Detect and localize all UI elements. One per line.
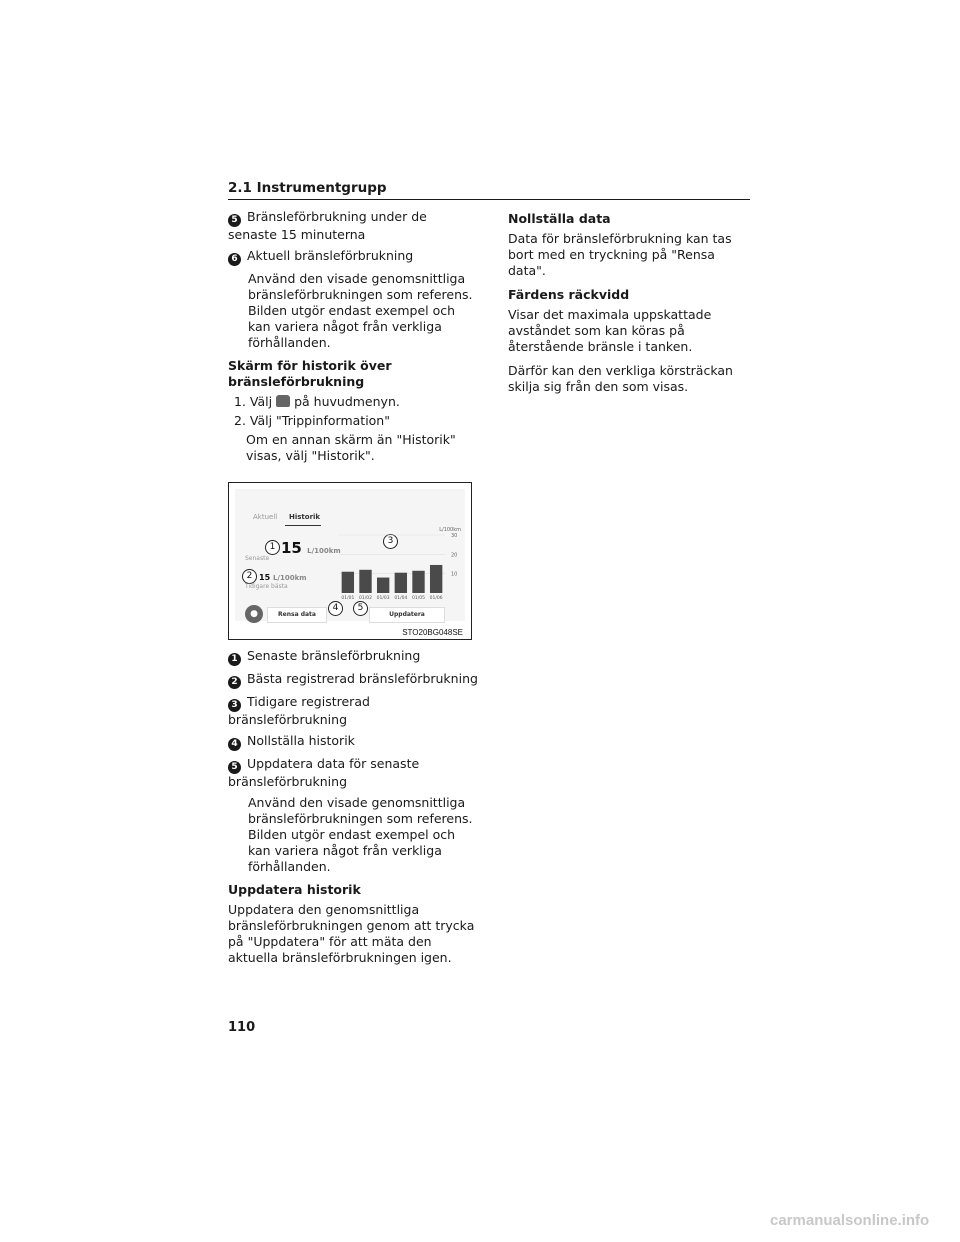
number-badge: 3 — [228, 699, 241, 712]
legend-item-2 — [228, 671, 478, 689]
best-value — [259, 573, 307, 582]
best-label: Tidigare bästa — [245, 583, 288, 590]
step-text: på huvudmenyn. — [294, 394, 400, 409]
chart-bar — [430, 565, 442, 593]
update-heading: Uppdatera historik — [228, 882, 361, 897]
y-tick-label: 30 — [451, 533, 458, 539]
x-tick-label: 01/03 — [376, 596, 390, 601]
latest-label: Senaste — [245, 555, 270, 562]
right-column — [508, 209, 753, 403]
clear-data-button[interactable]: Rensa data — [267, 607, 327, 623]
legend-item-5 — [228, 756, 478, 790]
legend-text: Nollställa historik — [247, 733, 355, 748]
item-text: Aktuell bränsleförbrukning — [247, 248, 414, 263]
step-1 — [234, 394, 478, 410]
tab-history[interactable]: Historik — [289, 513, 321, 521]
number-badge: 1 — [228, 653, 241, 666]
left-column — [228, 209, 478, 472]
update-button[interactable]: Uppdatera — [369, 607, 445, 623]
callout-2: 2 — [242, 569, 257, 584]
callout-5: 5 — [353, 601, 368, 616]
number-badge: 6 — [228, 253, 241, 266]
legend-column — [228, 648, 478, 974]
history-screen-figure — [228, 482, 472, 640]
chart-bar — [395, 573, 407, 593]
x-tick-label: 01/06 — [429, 596, 443, 601]
latest-value — [281, 539, 341, 557]
number-badge: 5 — [228, 761, 241, 774]
step-2: 2. Välj "Trippinformation" — [234, 413, 390, 428]
latest-unit: L/100km — [307, 547, 341, 555]
microphone-icon[interactable]: ● — [245, 605, 263, 623]
figure-code: STO20BG048SE — [402, 628, 463, 637]
watermark: carmanualsonline.info — [770, 1212, 930, 1229]
best-number: 15 — [259, 573, 271, 582]
range-heading: Färdens räckvidd — [508, 287, 630, 302]
car-icon — [276, 395, 290, 407]
number-badge: 4 — [228, 738, 241, 751]
reset-text: Data för bränsleförbrukning kan tas bort med en tryckning på "Rensa data". — [508, 231, 732, 278]
callout-3: 3 — [383, 534, 398, 549]
step-note: Om en annan skärm än "Historik" visas, välj "Historik". — [246, 432, 456, 463]
tab-current[interactable]: Aktuell — [253, 513, 278, 521]
chart-bar — [377, 578, 389, 593]
history-screen — [235, 489, 465, 621]
note-text: Använd den visade genomsnittliga bränsleförbrukningen som referens. Bilden utgör endast exempel och kan variera något från verkliga förhållanden. — [248, 271, 473, 350]
legend-item-4 — [228, 733, 478, 751]
callout-1: 1 — [265, 540, 280, 555]
number-badge: 5 — [228, 214, 241, 227]
list-item-5 — [228, 209, 478, 243]
y-tick-label: 20 — [451, 552, 458, 559]
chart-bar — [359, 570, 371, 593]
x-tick-label: 01/02 — [359, 596, 372, 601]
legend-text: Bästa registrerad bränsleförbrukning — [247, 671, 478, 686]
x-tick-label: 01/04 — [394, 596, 408, 601]
update-text: Uppdatera den genomsnittliga bränsleförbrukningen genom att trycka på "Uppdatera" för att mäta den aktuella bränsleförbrukningen igen. — [228, 902, 475, 965]
x-tick-label: 01/01 — [341, 596, 355, 601]
range-text-2: Därför kan den verkliga körsträckan skilja sig från den som visas. — [508, 363, 733, 394]
history-heading: Skärm för historik över bränsleförbrukning — [228, 358, 392, 389]
legend-text: Uppdatera data för senaste bränsleförbrukning — [228, 756, 420, 789]
legend-text: Tidigare registrerad bränsleförbrukning — [228, 694, 370, 727]
note-text: Använd den visade genomsnittliga bränsleförbrukningen som referens. Bilden utgör endast exempel och kan variera något från verkliga förhållanden. — [248, 795, 473, 874]
step-text: 1. Välj — [234, 394, 273, 409]
item-text: Bränsleförbrukning under de senaste 15 minuterna — [228, 209, 427, 242]
latest-number: 15 — [281, 539, 302, 557]
reset-heading: Nollställa data — [508, 211, 611, 226]
x-tick-label: 01/05 — [412, 596, 425, 601]
chart-bar — [342, 572, 354, 593]
callout-4: 4 — [328, 601, 343, 616]
tab-underline — [285, 525, 321, 526]
number-badge: 2 — [228, 676, 241, 689]
legend-text: Senaste bränsleförbrukning — [247, 648, 421, 663]
legend-item-3 — [228, 694, 478, 728]
legend-item-1 — [228, 648, 478, 666]
y-tick-label: 10 — [451, 571, 458, 578]
range-text-1: Visar det maximala uppskattade avståndet som kan köras på återstående bränsle i tanken. — [508, 307, 712, 354]
list-item-6 — [228, 248, 478, 266]
fuel-history-chart — [335, 527, 465, 603]
page-number: 110 — [228, 1020, 256, 1035]
y-unit-label: L/100km — [439, 527, 461, 533]
best-unit: L/100km — [272, 574, 307, 582]
section-header: 2.1 Instrumentgrupp — [228, 180, 750, 200]
chart-bar — [412, 571, 424, 593]
